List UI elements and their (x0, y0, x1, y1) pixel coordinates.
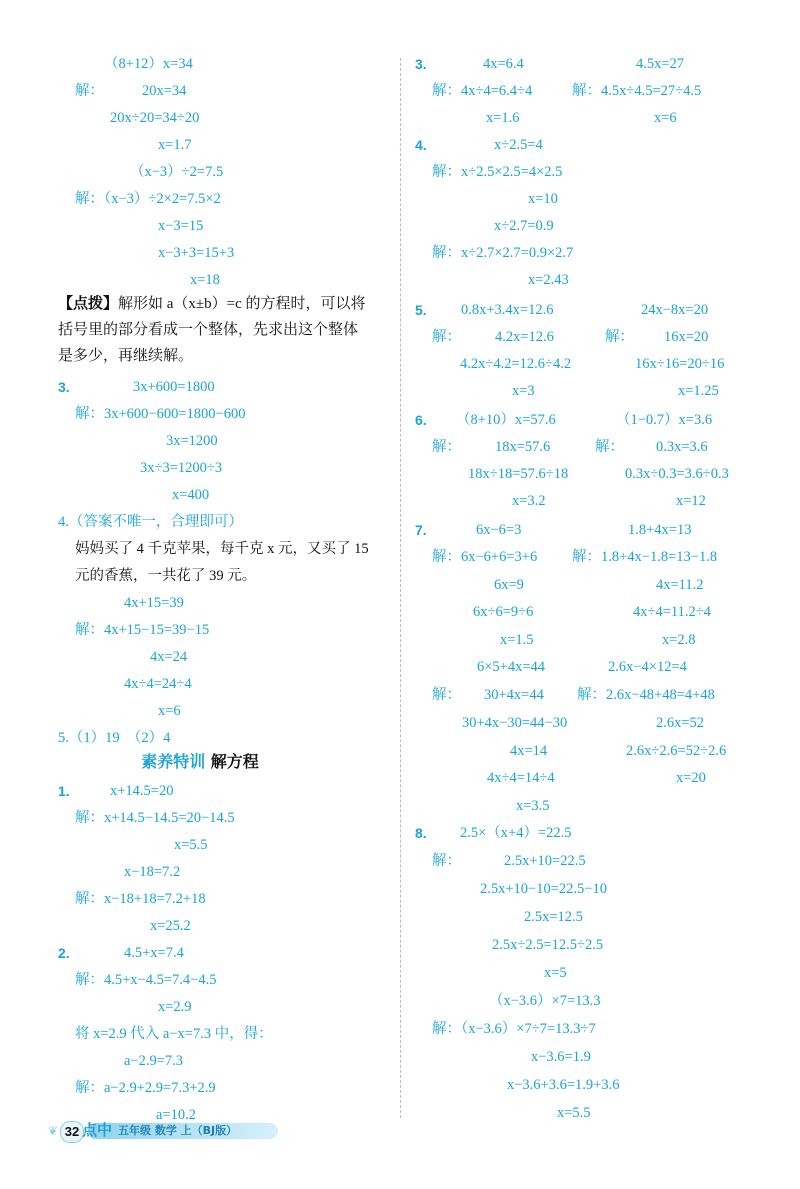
right-line: x=6 (654, 110, 677, 126)
right-line: 解：x÷2.7×2.7=0.9×2.7 (432, 245, 574, 261)
right-line: x=3.2 (512, 493, 546, 509)
left-line: 4.（答案不唯一，合理即可） (58, 514, 243, 530)
left-line: 解：3x+600−600=1800−600 (75, 406, 246, 422)
left-line: 1. (58, 783, 70, 799)
right-line: 6x÷6=9÷6 (473, 604, 534, 620)
right-line: x=2.43 (528, 272, 569, 288)
tip-line-3: 是多少，再继续解。 (58, 348, 194, 364)
left-line: x−3=15 (158, 218, 204, 234)
right-line: 4. (415, 137, 427, 153)
right-line: 18x=57.6 (495, 439, 551, 455)
right-line: x=5 (544, 965, 567, 981)
left-line: 3x÷3=1200÷3 (140, 460, 223, 476)
right-line: （x−3.6）×7=13.3 (489, 993, 601, 1009)
page-footer (48, 1121, 280, 1141)
right-line: 解： (605, 329, 634, 345)
left-line: 3x=1200 (166, 433, 218, 449)
right-line: 解：2.6x−48+48=4+48 (577, 687, 715, 703)
right-line: 5. (415, 302, 427, 318)
right-line: x−3.6+3.6=1.9+3.6 (507, 1077, 620, 1093)
right-line: 30+4x−30=44−30 (462, 715, 568, 731)
tip-line-1 (58, 294, 366, 314)
section-title-part2: 解方程 (210, 752, 259, 771)
right-line: 18x÷18=57.6÷18 (468, 466, 569, 482)
leaf-icon: ❦ (48, 1124, 59, 1138)
right-line: 2.5x÷2.5=12.5÷2.5 (492, 937, 604, 953)
left-line: a−2.9=7.3 (124, 1053, 184, 1069)
right-line: 2.5×（x+4）=22.5 (460, 825, 572, 841)
left-line: x=25.2 (150, 918, 191, 934)
right-line: x=1.6 (486, 110, 520, 126)
right-line: 解：6x−6+6=3+6 (432, 549, 538, 565)
right-line: x=12 (676, 493, 706, 509)
tip-label: 【点拨】 (58, 296, 119, 312)
right-line: 解： (595, 439, 624, 455)
left-line: （x−3）÷2=7.5 (130, 164, 224, 180)
right-line: x=1.5 (500, 632, 534, 648)
right-line: x−3.6=1.9 (531, 1049, 591, 1065)
right-line: 解： (432, 439, 461, 455)
right-line: x=2.8 (662, 632, 696, 648)
right-line: 6. (415, 412, 427, 428)
right-line: x=5.5 (557, 1105, 591, 1121)
tip-line-2: 括号里的部分看成一个整体，先求出这个整体 (58, 322, 359, 338)
right-line: 2.6x=52 (656, 715, 705, 731)
right-line: 6x−6=3 (476, 522, 522, 538)
right-line: 4.2x=12.6 (495, 329, 554, 345)
right-line: x=10 (528, 191, 558, 207)
left-line: 将 x=2.9 代入 a−x=7.3 中，得： (75, 1026, 273, 1042)
book-banner: 五年级 数学 上（BJ版） (88, 1123, 278, 1139)
left-line: 5.（1）19 （2）4 (58, 730, 171, 746)
right-line: 3. (415, 56, 427, 72)
right-line: 2.5x=12.5 (524, 909, 583, 925)
right-line: 4x=6.4 (483, 56, 524, 72)
right-line: 4.5x=27 (636, 56, 685, 72)
right-line: 0.3x÷0.3=3.6÷0.3 (625, 466, 729, 482)
right-line: 30+4x=44 (484, 687, 544, 703)
right-line: x=20 (676, 770, 706, 786)
right-line: 解：4.5x÷4.5=27÷4.5 (572, 83, 702, 99)
right-line: 4x÷4=11.2÷4 (633, 604, 711, 620)
page-number: 32 (60, 1121, 84, 1143)
left-line: x−3+3=15+3 (158, 245, 235, 261)
section-title (0, 750, 400, 774)
right-line: 4.2x÷4.2=12.6÷4.2 (460, 356, 572, 372)
left-line: 元的香蕉，一共花了 39 元。 (75, 568, 257, 584)
right-line: 解： (432, 687, 461, 703)
right-line: x=1.25 (678, 383, 719, 399)
right-line: 0.3x=3.6 (656, 439, 708, 455)
section-title-part1: 素养特训 (141, 752, 206, 771)
left-line: x=2.9 (158, 999, 192, 1015)
right-line: 16x÷16=20÷16 (635, 356, 725, 372)
left-line: 妈妈买了 4 千克苹果，每千克 x 元，又买了 15 (75, 541, 369, 557)
right-line: （1−0.7）x=3.6 (616, 412, 713, 428)
left-line: 解：（x−3）÷2×2=7.5×2 (75, 191, 221, 207)
tip-text-1: 解形如 a（x±b）=c 的方程时，可以将 (118, 296, 366, 312)
right-line: x÷2.7=0.9 (494, 218, 554, 234)
left-line: 4x÷4=24÷4 (124, 676, 192, 692)
right-line: 6×5+4x=44 (477, 659, 546, 675)
left-line: 4.5+x=7.4 (124, 945, 184, 961)
left-line: 解： (75, 83, 104, 99)
right-line: 2.6x−4×12=4 (608, 659, 687, 675)
right-line: 4x÷4=14÷4 (487, 770, 555, 786)
right-line: 24x−8x=20 (641, 302, 709, 318)
left-line: 解：a−2.9+2.9=7.3+2.9 (75, 1080, 216, 1096)
right-line: x÷2.5=4 (494, 137, 543, 153)
left-line: x=18 (190, 272, 220, 288)
left-line: x−18=7.2 (124, 864, 181, 880)
left-line: 20x÷20=34÷20 (110, 110, 200, 126)
right-line: 6x=9 (494, 577, 524, 593)
left-line: x=400 (172, 487, 210, 503)
right-line: 2.5x+10=22.5 (504, 853, 586, 869)
right-line: 2.6x÷2.6=52÷2.6 (626, 743, 727, 759)
left-line: 2. (58, 945, 70, 961)
left-line: 解：4.5+x−4.5=7.4−4.5 (75, 972, 217, 988)
right-line: 解： (432, 329, 461, 345)
right-line: 4x=14 (510, 743, 548, 759)
left-line: 4x+15=39 (124, 595, 184, 611)
right-line: 解： (432, 853, 461, 869)
right-line: 16x=20 (664, 329, 709, 345)
left-line: x=6 (158, 703, 181, 719)
right-line: 4x=11.2 (656, 577, 704, 593)
right-line: （8+10）x=57.6 (456, 412, 556, 428)
left-line: 3x+600=1800 (133, 379, 215, 395)
right-line: x=3.5 (516, 798, 550, 814)
left-line: 20x=34 (142, 83, 187, 99)
brand-logo: 点中 (82, 1121, 113, 1139)
left-line: x+14.5=20 (110, 783, 174, 799)
left-line: a=10.2 (156, 1107, 196, 1123)
left-line: 4x=24 (150, 649, 188, 665)
right-line: 0.8x+3.4x=12.6 (461, 302, 554, 318)
right-line: 2.5x+10−10=22.5−10 (480, 881, 607, 897)
column-divider (400, 58, 401, 1118)
left-line: 解：4x+15−15=39−15 (75, 622, 210, 638)
right-line: 解：4x÷4=6.4÷4 (432, 83, 533, 99)
right-line: 8. (415, 825, 427, 841)
left-line: 解：x+14.5−14.5=20−14.5 (75, 810, 235, 826)
right-line: 7. (415, 522, 427, 538)
left-line: （8+12）x=34 (104, 56, 193, 72)
right-line: x=3 (512, 383, 535, 399)
left-line: 3. (58, 379, 70, 395)
right-line: 解：x÷2.5×2.5=4×2.5 (432, 164, 563, 180)
right-line: 解：1.8+4x−1.8=13−1.8 (572, 549, 718, 565)
left-line: x=1.7 (158, 137, 192, 153)
left-line: 解：x−18+18=7.2+18 (75, 891, 206, 907)
right-line: 1.8+4x=13 (628, 522, 692, 538)
right-line: 解：（x−3.6）×7÷7=13.3÷7 (432, 1021, 596, 1037)
left-line: x=5.5 (174, 837, 208, 853)
